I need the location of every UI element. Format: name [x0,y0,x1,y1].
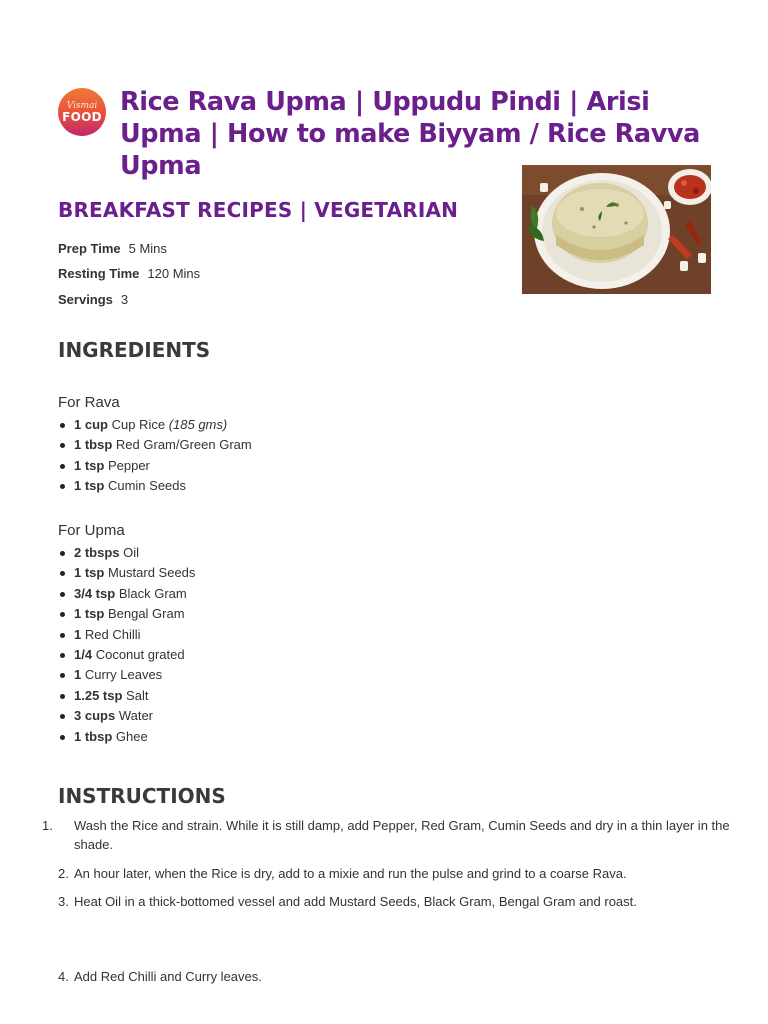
list-item: 1.25 tsp Salt [58,686,195,706]
prep-time-row [58,241,167,256]
instruction-step-2: 2. An hour later, when the Rice is dry, add to a mixie and run the pulse and grind to a coarse Rava. [58,866,627,881]
list-item: 1 tsp Pepper [58,456,252,476]
list-item: 2 tbsps Oil [58,543,195,563]
recipe-photo [522,165,711,294]
list-item: 1 Red Chilli [58,625,195,645]
resting-time-value: 120 Mins [147,266,201,281]
recipe-category: BREAKFAST RECIPES | VEGETARIAN [58,198,459,222]
list-item: 1 tsp Bengal Gram [58,604,195,624]
list-item: 1 tsp Mustard Seeds [58,563,195,583]
rava-ingredient-list [58,415,252,497]
recipe-photo-illustration [522,165,711,294]
instruction-step-3: 3. Heat Oil in a thick-bottomed vessel and add Mustard Seeds, Black Gram, Bengal Gram and roast. [58,894,637,909]
ingredients-heading: INGREDIENTS [58,338,211,362]
resting-time-row [58,266,200,281]
rava-group-heading: For Rava [58,394,120,411]
list-item: 1 tbsp Red Gram/Green Gram [58,435,252,455]
brand-logo[interactable] [58,88,106,136]
servings-label: Servings [58,292,113,307]
instruction-step-4: 4. Add Red Chilli and Curry leaves. [58,969,262,984]
resting-time-label: Resting Time [58,266,140,281]
instructions-heading: INSTRUCTIONS [58,784,226,808]
upma-group-heading: For Upma [58,522,125,539]
instruction-step-1: 1. Wash the Rice and strain. While it is still damp, add Pepper, Red Gram, Cumin Seeds and dry in a thin layer in the shade. [42,818,730,852]
servings-row [58,292,128,307]
servings-value: 3 [120,292,129,307]
list-item: 1 cup Cup Rice (185 gms) [58,415,252,435]
brand-logo-script: Vismai [66,100,98,111]
list-item: 3 cups Water [58,706,195,726]
list-item: 1 Curry Leaves [58,665,195,685]
list-item: 1 tsp Cumin Seeds [58,476,252,496]
list-item: 1/4 Coconut grated [58,645,195,665]
list-item: 3/4 tsp Black Gram [58,584,195,604]
upma-ingredient-list [58,543,195,747]
prep-time-label: Prep Time [58,241,121,256]
list-item: 1 tbsp Ghee [58,727,195,747]
prep-time-value: 5 Mins [128,241,167,256]
recipe-title: Rice Rava Upma | Uppudu Pindi | Arisi Upma | How to make Biyyam / Rice Ravva Upma [120,87,700,181]
brand-logo-word: FOOD [62,109,102,124]
